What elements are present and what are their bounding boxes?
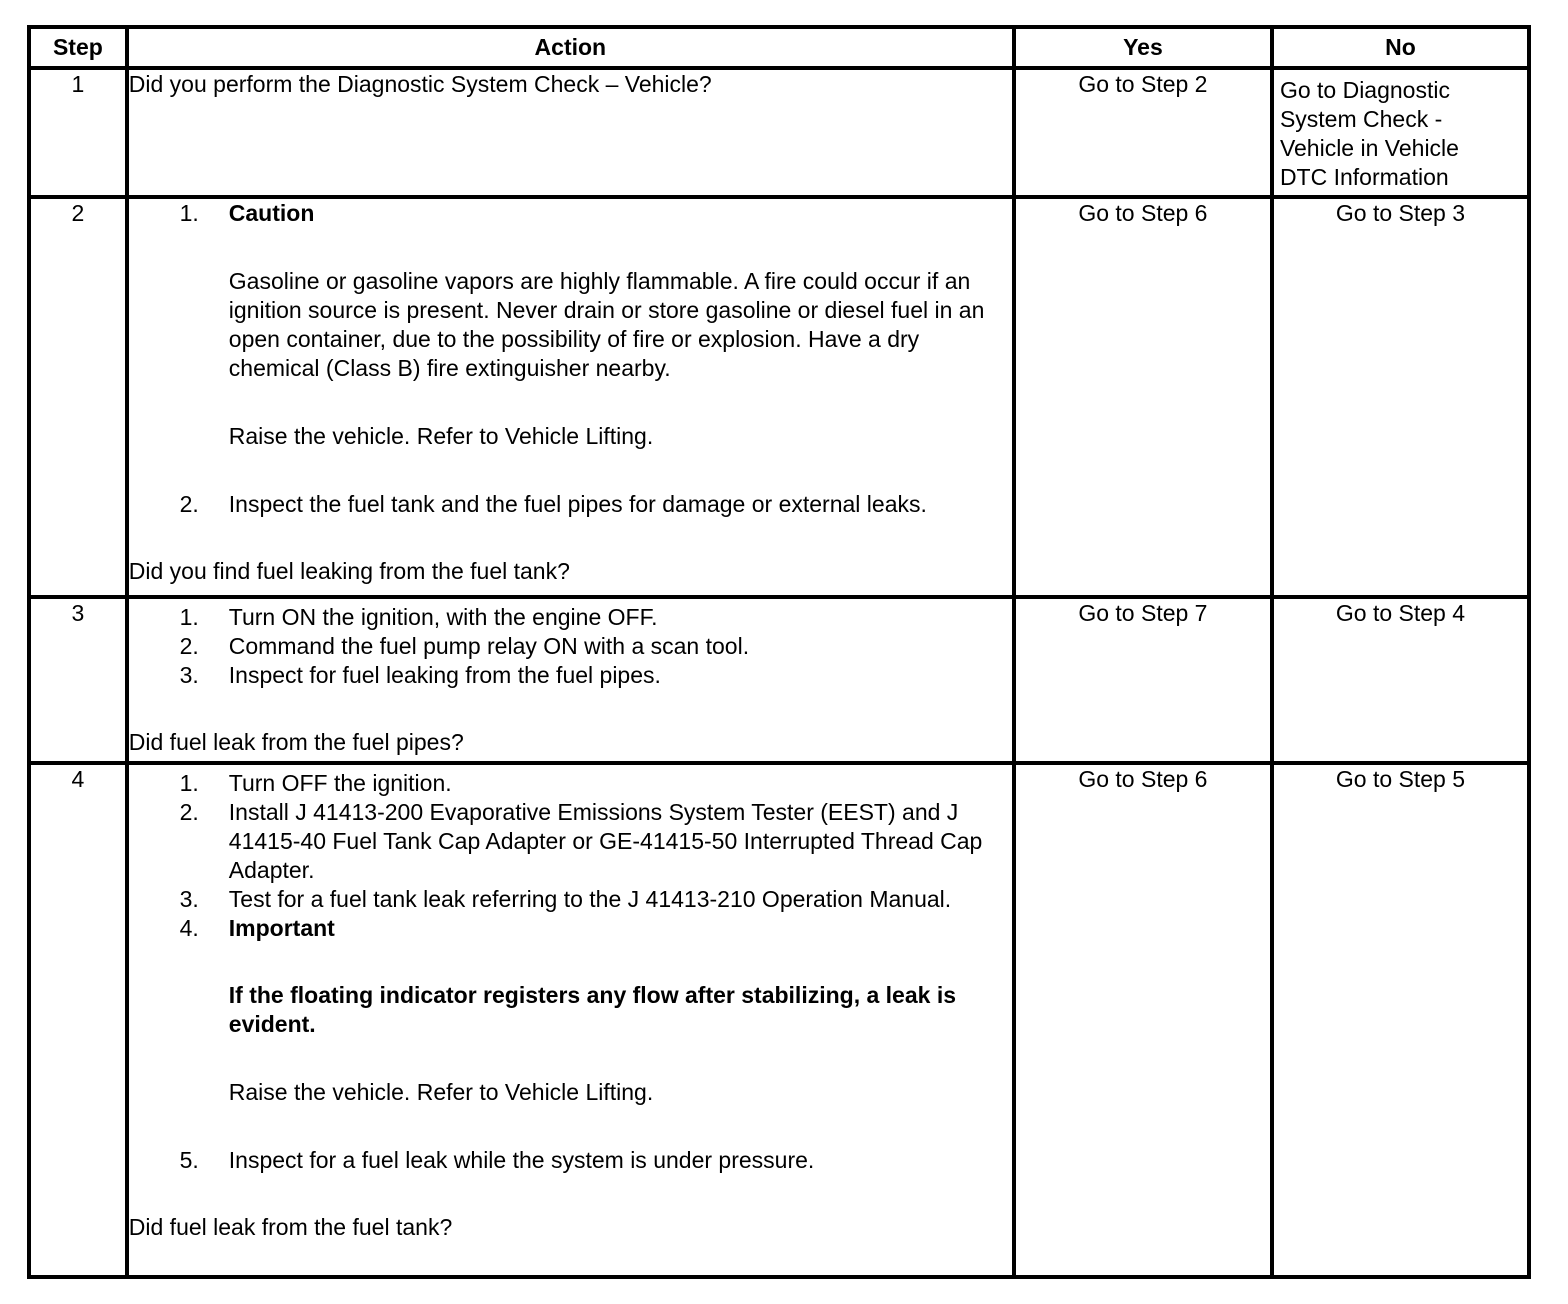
list-item	[129, 798, 1012, 885]
item-text: Test for a fuel tank leak referring to the J 41413-210 Operation Manual.	[228, 886, 952, 912]
item-number: 3.	[179, 662, 199, 688]
yes-cell: Go to Step 7	[1014, 597, 1272, 763]
list-item	[129, 769, 1012, 798]
no-line: System Check -	[1279, 106, 1443, 132]
item-text: Install J 41413-200 Evaporative Emissions System Tester (EEST) and J 41415-40 Fuel Tank Cap Adapter or GE-41415-50 Interrupted Thread Cap Adapter.	[228, 799, 983, 883]
item-number: 3.	[179, 886, 199, 912]
table-row-step-2	[29, 197, 1529, 597]
no-cell: Go to Step 3	[1272, 197, 1529, 597]
yes-cell: Go to Step 6	[1014, 197, 1272, 597]
action-question: Did you find fuel leaking from the fuel tank?	[128, 558, 570, 584]
item-text: Inspect for fuel leaking from the fuel pipes.	[228, 662, 661, 688]
header-row	[29, 27, 1529, 68]
item-text: Turn OFF the ignition.	[228, 770, 452, 796]
no-cell: Go to Step 4	[1272, 597, 1529, 763]
step-number: 1	[29, 68, 127, 197]
action-cell	[127, 68, 1014, 197]
list-item	[129, 914, 1012, 943]
item-number: 4.	[179, 915, 199, 941]
item-text: Turn ON the ignition, with the engine OFF.	[228, 604, 658, 630]
action-question: Did fuel leak from the fuel tank?	[128, 1214, 453, 1240]
caution-paragraph: Gasoline or gasoline vapors are highly flammable. A fire could occur if an ignition source is present. Never drain or store gasoline or diesel fuel in an open container, due to the possibility of fire or explosion. Have a dry chemical (Class B) fire extinguisher nearby.	[228, 268, 985, 381]
no-cell: Go to Step 5	[1272, 763, 1529, 1277]
list-item	[129, 885, 1012, 914]
action-question: Did you perform the Diagnostic System Check – Vehicle?	[128, 71, 712, 97]
list-item	[129, 1146, 1012, 1175]
table-row-step-3	[29, 597, 1529, 763]
header-step: Step	[29, 27, 127, 68]
action-cell	[127, 597, 1014, 763]
item-number: 2.	[179, 491, 199, 517]
list-item	[129, 199, 1012, 228]
no-cell	[1272, 68, 1529, 197]
item-number: 1.	[179, 770, 199, 796]
table-row-step-1	[29, 68, 1529, 197]
no-line: Vehicle in Vehicle	[1279, 135, 1459, 161]
step-number: 4	[29, 763, 127, 1277]
list-item	[129, 632, 1012, 661]
item-number: 1.	[179, 200, 199, 226]
action-question: Did fuel leak from the fuel pipes?	[128, 729, 464, 755]
item-number: 2.	[179, 799, 199, 825]
important-paragraph: If the floating indicator registers any flow after stabilizing, a leak is evident.	[228, 982, 956, 1037]
yes-cell: Go to Step 2	[1014, 68, 1272, 197]
step-number: 3	[29, 597, 127, 763]
list-item	[129, 490, 1012, 519]
instruction-paragraph: Raise the vehicle. Refer to Vehicle Lifting.	[228, 423, 654, 449]
header-no: No	[1272, 27, 1529, 68]
item-number: 1.	[179, 604, 199, 630]
item-text: Inspect for a fuel leak while the system is under pressure.	[228, 1147, 815, 1173]
item-text: Inspect the fuel tank and the fuel pipes for damage or external leaks.	[228, 491, 927, 517]
action-cell	[127, 763, 1014, 1277]
diagnostic-table	[27, 25, 1531, 1279]
yes-cell: Go to Step 6	[1014, 763, 1272, 1277]
action-cell	[127, 197, 1014, 597]
instruction-paragraph: Raise the vehicle. Refer to Vehicle Lifting.	[228, 1079, 654, 1105]
item-number: 2.	[179, 633, 199, 659]
list-item	[129, 661, 1012, 690]
step-number: 2	[29, 197, 127, 597]
item-number: 5.	[179, 1147, 199, 1173]
no-line: Go to Diagnostic	[1279, 77, 1450, 103]
table-row-step-4	[29, 763, 1529, 1277]
header-yes: Yes	[1014, 27, 1272, 68]
important-heading: Important	[228, 915, 335, 941]
caution-heading: Caution	[228, 200, 315, 226]
list-item	[129, 603, 1012, 632]
header-action: Action	[127, 27, 1014, 68]
diagnostic-table-container	[27, 25, 1531, 1279]
no-line: DTC Information	[1279, 164, 1449, 190]
item-text: Command the fuel pump relay ON with a scan tool.	[228, 633, 750, 659]
